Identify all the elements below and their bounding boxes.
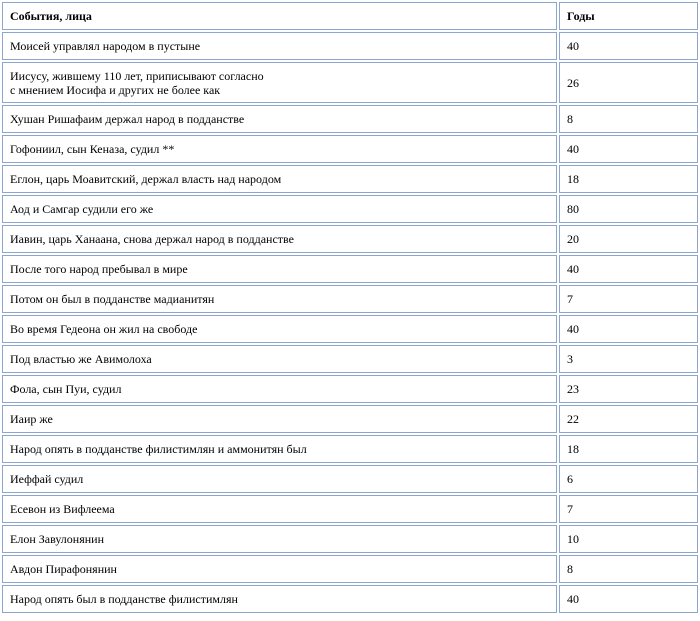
table-row (2, 585, 698, 613)
table-row (2, 105, 698, 133)
event-cell: Хушан Ришафаим держал народ в подданстве (2, 105, 557, 133)
header-events: События, лица (2, 2, 557, 30)
years-cell: 40 (559, 255, 698, 283)
event-cell: Под властью же Авимолоха (2, 345, 557, 373)
event-cell: Еглон, царь Моавитский, держал власть над народом (2, 165, 557, 193)
event-cell: После того народ пребывал в мире (2, 255, 557, 283)
event-cell: Аод и Самгар судили его же (2, 195, 557, 223)
years-cell: 3 (559, 345, 698, 373)
years-cell: 8 (559, 105, 698, 133)
years-cell: 40 (559, 315, 698, 343)
event-cell: Иавин, царь Ханаана, снова держал народ в подданстве (2, 225, 557, 253)
years-cell: 6 (559, 465, 698, 493)
table-row (2, 495, 698, 523)
years-cell: 80 (559, 195, 698, 223)
table-row (2, 225, 698, 253)
table-row (2, 405, 698, 433)
years-cell: 20 (559, 225, 698, 253)
event-cell: Есевон из Вифлеема (2, 495, 557, 523)
event-cell: Гофониил, сын Кеназа, судил ** (2, 135, 557, 163)
table-row (2, 465, 698, 493)
event-cell: Иеффай судил (2, 465, 557, 493)
years-cell: 8 (559, 555, 698, 583)
table-row (2, 135, 698, 163)
table-row (2, 32, 698, 60)
event-cell: Иаир же (2, 405, 557, 433)
table-row (2, 375, 698, 403)
event-cell: Народ опять был в подданстве филистимлян (2, 585, 557, 613)
event-cell: Потом он был в подданстве мадианитян (2, 285, 557, 313)
years-cell: 10 (559, 525, 698, 553)
table-row (2, 525, 698, 553)
table-row (2, 165, 698, 193)
table-row (2, 315, 698, 343)
header-years: Годы (559, 2, 698, 30)
event-cell: Фола, сын Пуи, судил (2, 375, 557, 403)
years-cell: 18 (559, 435, 698, 463)
years-cell: 23 (559, 375, 698, 403)
table-row (2, 345, 698, 373)
event-cell: Во время Гедеона он жил на свободе (2, 315, 557, 343)
event-cell: Авдон Пирафонянин (2, 555, 557, 583)
event-cell: Моисей управлял народом в пустыне (2, 32, 557, 60)
event-cell: Народ опять в подданстве филистимлян и аммонитян был (2, 435, 557, 463)
table-row (2, 555, 698, 583)
table-row (2, 435, 698, 463)
years-cell: 40 (559, 32, 698, 60)
event-cell: Елон Завулонянин (2, 525, 557, 553)
years-cell: 7 (559, 285, 698, 313)
years-cell: 40 (559, 585, 698, 613)
table-header-row (2, 2, 698, 30)
table-row (2, 195, 698, 223)
years-cell: 18 (559, 165, 698, 193)
table-row (2, 62, 698, 103)
years-cell: 7 (559, 495, 698, 523)
years-cell: 40 (559, 135, 698, 163)
table-row (2, 255, 698, 283)
years-cell: 26 (559, 62, 698, 103)
table-row (2, 285, 698, 313)
event-cell: Иисусу, жившему 110 лет, приписывают согласно с мнением Иосифа и других не более как (2, 62, 557, 103)
years-cell: 22 (559, 405, 698, 433)
